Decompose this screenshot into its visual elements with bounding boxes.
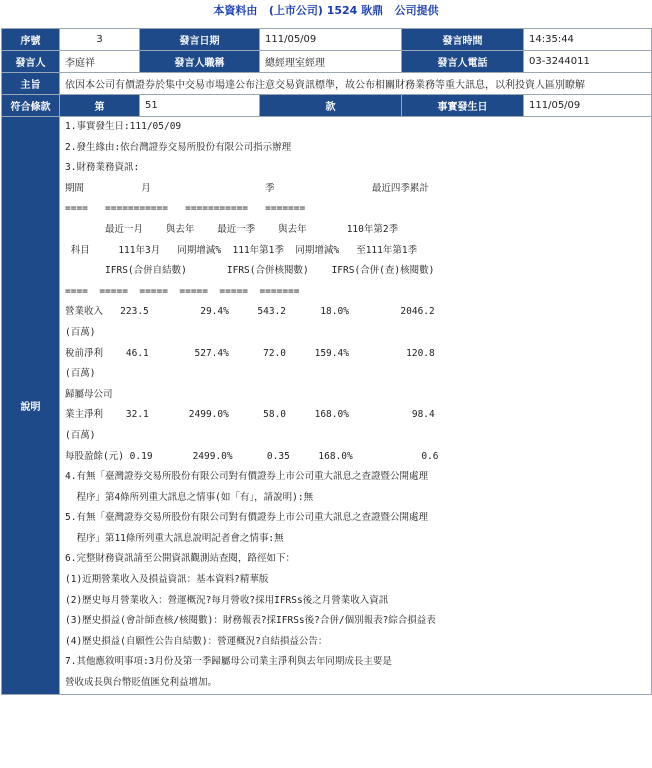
speaker-value: 李庭祥 <box>60 51 140 73</box>
description-line: 6.完整財務資訊請至公開資訊觀測站查閱，路徑如下： <box>65 553 295 565</box>
header-prefix: 本資料由 <box>213 4 258 17</box>
description-line: (百萬) <box>65 326 96 338</box>
row-clause <box>2 95 652 117</box>
description-line: 最近一月 與去年 最近一季 與去年 110年第2季 <box>65 223 399 235</box>
event-date-value: 111/05/09 <box>524 95 652 117</box>
speaker-label: 發言人 <box>2 51 60 73</box>
description-text <box>65 117 646 694</box>
description-line: 2.發生緣由:依台灣證券交易所股份有限公司指示辦理 <box>65 141 292 153</box>
description-line: (百萬) <box>65 429 96 441</box>
description-line: 5.有無「臺灣證券交易所股份有限公司對有價證券上市公司重大訊息之查證暨公開處理 <box>65 512 428 524</box>
phone-label: 發言人電話 <box>402 51 524 73</box>
report-header <box>0 0 652 22</box>
time-label: 發言時間 <box>402 29 524 51</box>
description-line: ==== =========== =========== ======= <box>65 203 306 215</box>
description-line: 業主淨利 32.1 2499.0% 58.0 168.0% 98.4 <box>65 409 435 421</box>
time-value: 14:35:44 <box>524 29 652 51</box>
row-description <box>2 117 652 695</box>
description-line: 稅前淨利 46.1 527.4% 72.0 159.4% 120.8 <box>65 347 435 359</box>
description-line: ==== ===== ===== ===== ===== ======= <box>65 285 300 297</box>
header-suffix: 公司提供 <box>394 4 439 17</box>
description-label: 說明 <box>2 117 60 695</box>
description-line: IFRS(合併自結數) IFRS(合併核閱數) IFRS(合併(查)核閱數) <box>65 265 435 277</box>
description-line: 程序」第11條所列重大訊息說明記者會之情事:無 <box>65 532 284 544</box>
date-value: 111/05/09 <box>260 29 402 51</box>
description-line: (4)歷史損益(自願性公告自結數)：營運概況?自結損益公告： <box>65 635 328 647</box>
description-line: (2)歷史每月營業收入：營運概況?每月營收?採用IFRSs後之月營業收入資訊 <box>65 594 389 606</box>
description-line: (3)歷史損益(會計師查核/核閱數)：財務報表?採IFRSs後?合併/個別報表?綜合損益表 <box>65 615 436 627</box>
description-line: 7.其他應敘明事項:3月份及第一季歸屬母公司業主淨利與去年同期成長主要是 <box>65 656 392 668</box>
clause-label: 符合條款 <box>2 95 60 117</box>
description-line: 4.有無「臺灣證券交易所股份有限公司對有價證券上市公司重大訊息之查證暨公開處理 <box>65 471 428 483</box>
clause-value: 51 <box>140 95 260 117</box>
description-line: 營業收入 223.5 29.4% 543.2 18.0% 2046.2 <box>65 306 435 318</box>
description-line: 營收成長與台幣貶值匯兌利益增加。 <box>65 677 218 689</box>
description-line: 3.財務業務資訊: <box>65 162 140 174</box>
clause-di: 第 <box>60 95 140 117</box>
seq-value: 3 <box>60 29 140 51</box>
description-line: 程序」第4條所列重大訊息之情事(如「有」，請說明):無 <box>65 491 314 503</box>
speaker-title-label: 發言人職稱 <box>140 51 260 73</box>
row-subject <box>2 73 652 95</box>
description-line: 1.事實發生日:111/05/09 <box>65 121 182 132</box>
subject-label: 主旨 <box>2 73 60 95</box>
event-date-label: 事實發生日 <box>402 95 524 117</box>
row-speaker <box>2 51 652 73</box>
header-company: (上市公司) 1524 耿鼎 <box>268 4 384 17</box>
description-line: 期間 月 季 最近四季累計 <box>65 182 429 194</box>
clause-kuan: 款 <box>260 95 402 117</box>
description-body <box>60 117 652 695</box>
row-seq <box>2 29 652 51</box>
description-line: 科目 111年3月 同期增減% 111年第1季 同期增減% 至111年第1季 <box>65 244 418 256</box>
phone-value: 03-3244011 <box>524 51 652 73</box>
subject-value: 依因本公司有價證券於集中交易市場達公布注意交易資訊標準，故公布相關財務業務等重大訊息，以利投資人區別瞭解 <box>60 73 652 95</box>
description-line: (1)近期營業收入及損益資訊：基本資料?精華版 <box>65 574 269 586</box>
description-line: 歸屬母公司 <box>65 388 113 400</box>
description-line: (百萬) <box>65 368 96 380</box>
announcement-table <box>1 28 652 695</box>
description-line: 每股盈餘(元) 0.19 2499.0% 0.35 168.0% 0.6 <box>65 450 439 462</box>
seq-label: 序號 <box>2 29 60 51</box>
date-label: 發言日期 <box>140 29 260 51</box>
speaker-title-value: 總經理室經理 <box>260 51 402 73</box>
